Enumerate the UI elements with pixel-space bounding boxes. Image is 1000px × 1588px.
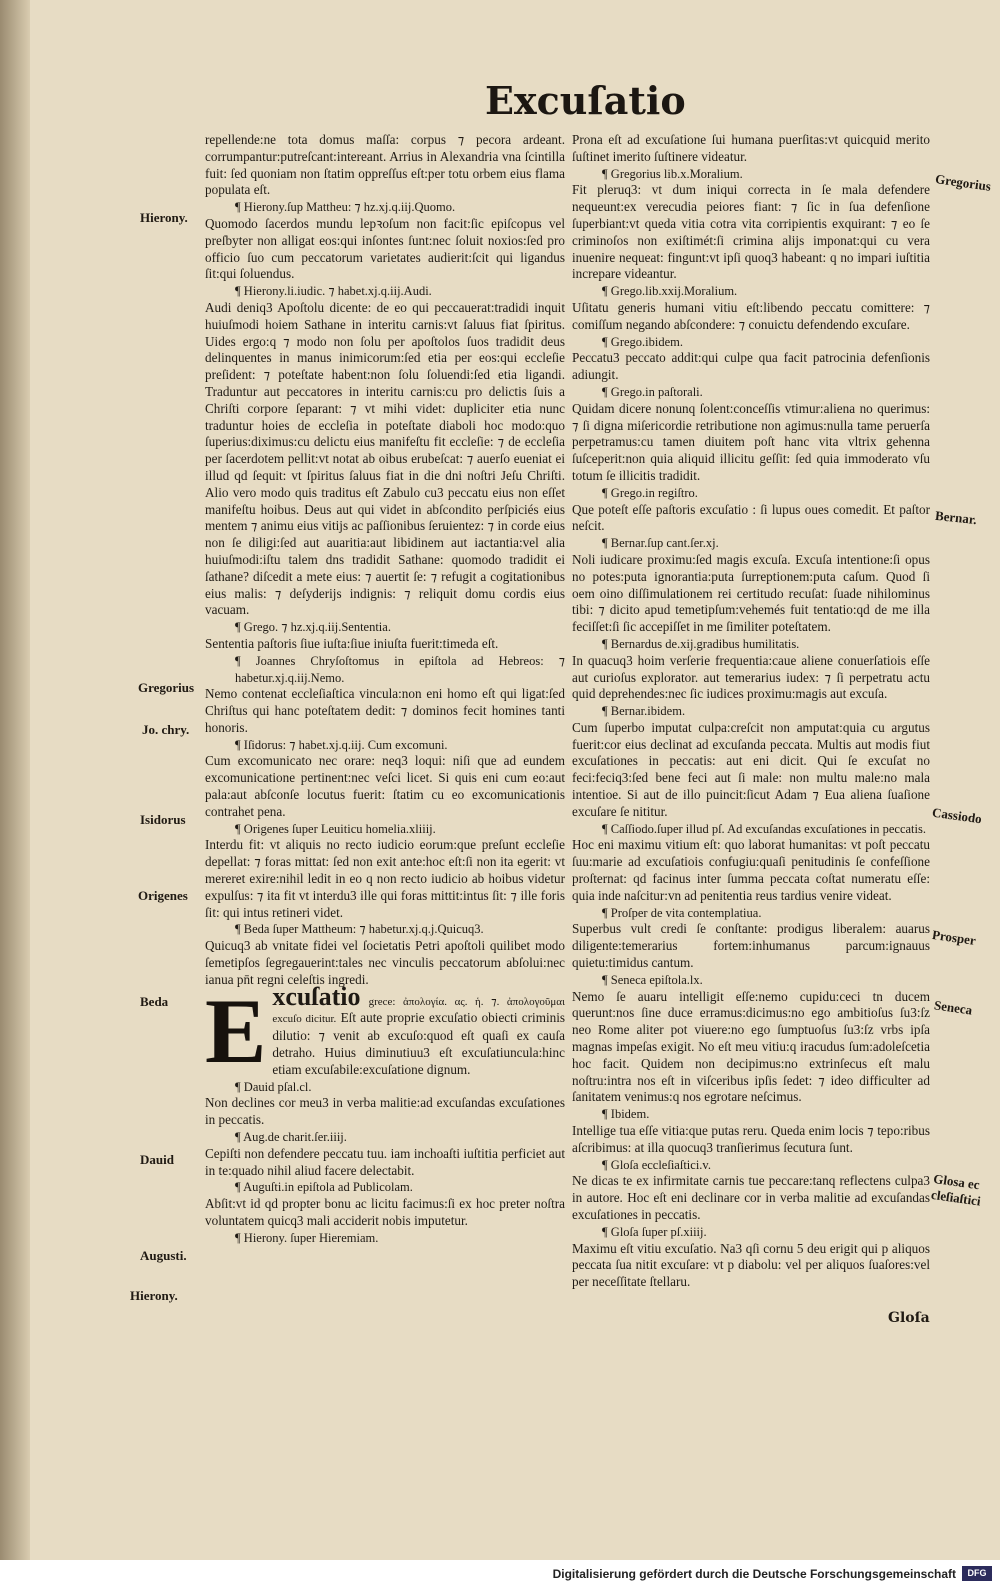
source-reference: ¶ Grego.ibidem.: [572, 334, 930, 351]
paragraph: Quidam dicere nonunq ſolent:conceſſis vtimur:aliena no querimus: ⁊ ſi digna miſericordie retributione non agimus:nulla tame peruerſa perpetramus:cu tamen diuitem poſt hanc vita vltrix gehenna ſuſceperit:non quia aliquid illicitu geſſit: ſed quia immoderato vſu totum ſe illicitis tradidit.: [572, 400, 930, 483]
margin-note-seneca: Seneca: [933, 997, 974, 1018]
lemma-entry: [205, 979, 565, 1082]
paragraph: repellende:ne tota domus maſſa: corpus ⁊ pecora ardeant. corrumpantur:putreſcant:intereant. Arrius in Alexandria vna ſcintilla fuit: ſed quoniam non ſtatim oppreſſus eſt:per totu orbem eius flama populata eſt.: [205, 132, 565, 198]
margin-note-bernar: Bernar.: [934, 507, 978, 528]
source-reference: ¶ Grego.in regiſtro.: [572, 485, 930, 502]
paragraph: Cum excomunicato nec orare: neq3 loqui: niſi que ad eundem excomunicatione pertinent:nec veſci licet. Si quis eni cum eo:aut pala:aut abſconſe locutus fuerit: ſtatim cu eo excomunicationis contrahet pena.: [205, 753, 565, 819]
source-reference: ¶ Iſidorus: ⁊ habet.xj.q.iij. Cum excomuni.: [205, 737, 565, 754]
paragraph: Que poteſt eſſe paſtoris excuſatio : ſi lupus oues comedit. Et paſtor neſcit.: [572, 501, 930, 534]
margin-note-isidorus: Isidorus: [140, 812, 186, 827]
source-reference: ¶ Beda ſuper Mattheum: ⁊ habetur.xj.q.j.Quicuq3.: [205, 921, 565, 938]
funding-credit: Digitalisierung gefördert durch die Deutsche Forschungsgemeinschaft: [552, 1567, 956, 1581]
margin-note-gregorius: Gregorius: [138, 680, 195, 695]
source-reference: ¶ Grego.lib.xxij.Moralium.: [572, 283, 930, 300]
source-reference: ¶ Auguſti.in epiſtola ad Publicolam.: [205, 1179, 565, 1196]
source-reference: ¶ Bernardus de.xij.gradibus humilitatis.: [572, 636, 930, 653]
lemma-word: xcuſatio: [272, 981, 361, 1011]
greek-gloss: grece: ἀπολογία. ας. ἡ. ⁊. ἀπολογοῦμαι excuſo dicitur.: [272, 995, 565, 1026]
source-reference: ¶ Grego.in paſtorali.: [572, 384, 930, 401]
source-reference: ¶ Aug.de charit.ſer.iiij.: [205, 1129, 565, 1146]
margin-note-beda: Beda: [140, 994, 169, 1009]
footer-bar: [0, 1560, 1000, 1588]
paragraph: Audi deniq3 Apoſtolu dicente: de eo qui peccauerat:tradidi inquit huiuſmodi hoiem Sathane in interitu carnis:vt ſaluus fiat ſpiritus. Uides ergo:q ⁊ modo non ſolu per apoſtolos ſuos tradidit deus delinquentes in manus inimicorum:ſed etia per eos:qui eccleſie preſident: ⁊ poteſtate habent:non ſolu ſoluendi:ſed etia ligandi. Traduntur aut peccatores in interitu carnis:cu pro delictis ſuis a Chriſti corpore ſeparant: ⁊ vt mihi videt: dupliciter etia nunc traduntur hoies de eccleſia in poteſtate diaboli hoc modo:quo ſuperius:diximus:cu delictu eius manifeſtu fit eccleſie: ⁊ de eccleſia per ſacerdotem pellit:vt notat ab oibus erubeſcat: ⁊ auerſo eueniat ei illud qd ſequit: vt ſpiritus ſaluus fiat in die dni noſtri Jeſu Chriſti. Alio vero modo quis traditus eſt Zabulo cu3 peccatu eius non eſſet manifeſtu hoibus. Deus aut qui videt in abſcondito perſpiciés eius mentem ⁊ animu eius vitijs ac paſſionibus ſeruientez: ⁊ in corde eius non ſe diligi:ſed aut auaritia:aut libidinem aut iactantia:vel alia huiuſmodi:iſtu talem dns tradidit Sathane: quomodo tradidit ei ſathane? diſcedit a mete eius: ⁊ auertit ſe: ⁊ refugit a cogitationibus eius malis: ⁊ deſyderijs indignis: ⁊ reliquit domu cordis eius vacuam.: [205, 299, 565, 618]
margin-note-gregorius-right: Gregorius: [934, 171, 992, 194]
margin-note-hierony: Hierony.: [140, 210, 188, 225]
source-reference: ¶ Proſper de vita contemplatiua.: [572, 905, 930, 922]
paragraph: Intellige tua eſſe vitia:que putas reru. Queda enim locis ⁊ tepo:ribus aſcribimus: at illa quocuq3 tranſierimus ſecutura ſunt.: [572, 1123, 930, 1155]
paragraph: Ne dicas te ex infirmitate carnis tue peccare:tanq reflectens culpa3 in autore. Hoc eſt eni declinare cor in verba malitie ad excuſandas excuſationes in peccatis.: [572, 1173, 930, 1222]
definition-text: Eſt aute proprie excuſatio obiecti criminis dilutio: ⁊ venit ab excuſo:quod eſt quaſi ex cauſa detraho. Huius diminutiuu3 eſt excuſatiuncula:hinc etiam excuſabile:excuſatione dignum.: [272, 1010, 565, 1077]
paragraph: Fit pleruq3: vt dum iniqui correcta in ſe mala defendere nequeunt:ex verecudia peiores fiant: ⁊ ſic in ſua defenſione ſuperbiant:vt queda vitia cotra vita corripientis exquirant: ⁊ eo ſe criminoſos non exiſtimét:ſi crimina alijs imponat:qui cu vera inuenire nequeat: fingunt:vt ipſi quoq3 habeant: q no impari iuſtitia increpare videantur.: [572, 182, 930, 282]
source-reference: ¶ Gloſa eccleſiaſtici.v.: [572, 1157, 930, 1174]
margin-note-glosa: Glosa ec cleſiaſtici: [930, 1170, 982, 1209]
paragraph: In quacuq3 hoim verſerie frequentia:caue aliene conuerſatiois eſſe aut curioſus explorator. aut temerarius iudex: ⁊ ſi perpetratu actu quid deprehendes:nec ſic iudices proximu:magis aut excuſa.: [572, 652, 930, 702]
right-column: [572, 132, 930, 1291]
paragraph: Non declines cor meu3 in verba malitie:ad excuſandas excuſationes in peccatis.: [205, 1095, 565, 1128]
source-reference: ¶ Caſſiodo.ſuper illud pſ. Ad excuſandas excuſationes in peccatis.: [572, 821, 930, 838]
source-reference: ¶ Origenes ſuper Leuiticu homelia.xliiij.: [205, 821, 565, 838]
paragraph: Noli iudicare proximu:ſed magis excuſa. Excuſa intentione:ſi opus no potes:puta ignorantia:puta ſurreptionem:puta caſum. Quod ſi oem oino diſſimulationem rei certitudo recuſat: ſuade nihilominus tibi: ⁊ dicito apud temetipſum:vehemés fuit tentatio:qd de me illa feciſſet:ſi ſic accepiſſet in me ſimiliter poteſtatem.: [572, 551, 930, 635]
paragraph: Sententia paſtoris ſiue iuſta:ſiue iniuſta fuerit:timeda eſt.: [205, 635, 499, 651]
paragraph: Nemo contenat eccleſiaſtica vincula:non eni homo eſt qui ligat:ſed Chriſtus qui hanc poteſtatem dedit: ⁊ dominos fecit homines tanti honoris.: [205, 686, 565, 735]
page-title: Excuſatio: [485, 78, 686, 123]
source-reference: ¶ Dauid pſal.cl.: [205, 1079, 565, 1096]
margin-note-jo-chry: Jo. chry.: [142, 722, 190, 737]
paragraph: Abſit:vt id qd propter bonu ac licitu facimus:ſi ex hoc preter noſtra voluntatem quicq3 mali acciderit nobis imputetur.: [205, 1196, 565, 1228]
source-reference: ¶ Bernar.ibidem.: [572, 703, 930, 720]
source-reference: ¶ Hierony. ſuper Hieremiam.: [205, 1230, 565, 1247]
left-column: [205, 132, 565, 1247]
margin-note-augusti: Augusti.: [140, 1248, 187, 1263]
catchword: Gloſa: [888, 1310, 930, 1326]
paragraph: Uſitatu generis humani vitiu eſt:libendo peccatu comittere: ⁊ comiſſum negando abſcondere: ⁊ conuictu defendendo excuſare.: [572, 299, 930, 332]
source-reference: ¶ Ibidem.: [572, 1106, 930, 1123]
dfg-logo: DFG: [962, 1566, 992, 1581]
source-reference: ¶ Seneca epiſtola.lx.: [572, 972, 930, 989]
source-reference: ¶ Hierony.li.iudic. ⁊ habet.xj.q.iij.Audi.: [205, 283, 565, 300]
margin-note-prosper: Prosper: [931, 927, 977, 948]
paragraph: Interdu fit: vt aliquis no recto iudicio eorum:que preſunt eccleſie depellat: ⁊ foras mittat: ſed non exit ante:hoc eſt:ſi non ita egerit: vt mereret exire:nihil ledit in eo q non recto iudicio ab hoibus videtur expulſus: ⁊ ita fit vt interdu3 ille qui foras mittit:intus ſit: ⁊ ille foris ſit: qui intus retineri videt.: [205, 837, 565, 920]
paragraph: Cepiſti non defendere peccatu tuu. iam inchoaſti iuſtitia perficiet aut in te:quado nihil aliud facere delectabit.: [205, 1145, 565, 1178]
margin-note-origenes: Origenes: [138, 888, 188, 903]
source-reference: ¶ Grego. ⁊ hz.xj.q.iij.Sententia.: [205, 619, 565, 636]
source-reference: ¶ Joannes Chryſoſtomus in epiſtola ad Hebreos: ⁊ habetur.xj.q.iij.Nemo.: [205, 653, 565, 687]
paragraph: Peccatu3 peccato addit:qui culpe qua facit patrocinia defenſionis adiungit.: [572, 350, 930, 383]
margin-note-hierony-2: Hierony.: [130, 1288, 178, 1303]
margin-note-david: Dauid: [140, 1152, 174, 1167]
paragraph: Maximu eſt vitiu excuſatio. Na3 qſi cornu 5 deu erigit qui p aliquos peccata ſua nitit excuſare: vt p diabolu: vel per aliquos ſuaſores:vel per neceſſitate ſtellaru.: [572, 1240, 930, 1290]
paragraph: Hoc eni maximu vitium eſt: quo laborat humanitas: vt poſt peccatu ſuu:marie ad excuſatiois confugiu:quaſi penitudinis ſe confeſſione proſternat: qd facinus inter ſumma peccata coſtat numeratu eſſe: quia inde naſcitur:vn ad penitentia reus tardius venire videat.: [572, 837, 930, 903]
source-reference: ¶ Bernar.ſup cant.ſer.xj.: [572, 535, 930, 552]
source-reference: ¶ Hierony.ſup Mattheu: ⁊ hz.xj.q.iij.Quomo.: [205, 199, 565, 216]
paragraph: Quomodo ſacerdos mundu lepꝛoſum non facit:ſic epiſcopus vel preſbyter non alligat eos:qui inſontes ſunt:nec ſoluit noxios:ſed pro officio ſuo cum peccatorum varietates audierit:ſcit qui ligandus ſit:qui ſoluendus.: [205, 215, 565, 282]
paragraph: Cum ſuperbo imputat culpa:creſcit non amputat:quia cu argutus fuerit:cor eius declinat ad excuſanda peccata. Multis aut modis fiut excuſationes in peccatis: aut eni dicit. Qui ſe excuſat no feci:feciq3:ſed bene feci aut ſi male: non multu male:no mala intentioe. Si aut de illo puincit:ſicut Adam ⁊ Eua aliena ſuaſione excuſare ſe nititur.: [572, 719, 930, 819]
paragraph: Nemo ſe auaru intelligit eſſe:nemo cupidu:ceci tn ducem querunt:nos ſine duce erramus:dicimus:no ego ambitioſus ſu3:ſz neo Rome aliter pot viuere:no ego ſumptuoſus ſu3:ſz vrbs ipſa magnas impeſas exigit. No eſt meu vitiu:q iracudus ſum:adoleſcetia hoc facit. Quidem non decipimus:no extrinſecus eſt malu noſtru:intra nos eſt in viſceribus ipſis ſedet: ⁊ ideo difficulter ad ſanitatem venimus:q nos egrotare neſcimus.: [572, 988, 930, 1105]
source-reference: ¶ Gregorius lib.x.Moralium.: [572, 166, 930, 183]
paragraph: Prona eſt ad excuſatione ſui humana puerſitas:vt quicquid merito ſuſtinet imerito ſuſtinere videatur.: [572, 132, 930, 164]
decorated-initial: E: [205, 979, 267, 1082]
source-reference: ¶ Gloſa ſuper pſ.xiiij.: [572, 1224, 930, 1241]
paragraph: Superbus vult credi ſe conſtante: prodigus liberalem: auarus diligente:temerarius fortem:inhumanus parcum:ignauus quietu:timidus cantum.: [572, 921, 930, 971]
margin-note-cassiodo: Cassiodo: [931, 804, 983, 827]
paragraph: Quicuq3 ab vnitate fidei vel ſocietatis Petri apoſtoli quilibet modo ſemetipſos ſegregauerint:tales nec vinculis peccatorum abſolui:nec ianua pn̄t regni celeſtis ingredi.: [205, 938, 565, 987]
